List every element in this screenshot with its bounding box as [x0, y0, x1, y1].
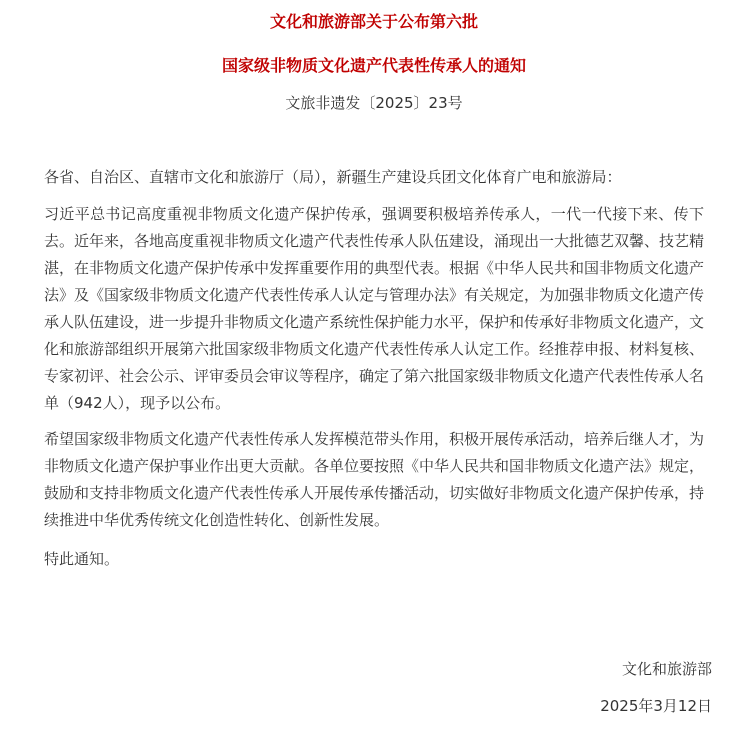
body-paragraph-2: 希望国家级非物质文化遗产代表性传承人发挥模范带头作用，积极开展传承活动，培养后继人才，为非物质文化遗产保护事业作出更大贡献。各单位要按照《中华人民共和国非物质文化遗产法》规定，鼓励和支持非物质文化遗产代表性传承人开展传承传播活动，切实做好非物质文化遗产保护传承，持续推进中华优秀传统文化创造性转化、创新性发展。: [44, 430, 705, 529]
document-number: 文旅非遗发〔2025〕23号: [285, 94, 463, 112]
issue-date: 2025年3月12日: [600, 697, 712, 715]
document-title-line-1: 文化和旅游部关于公布第六批: [269, 12, 478, 31]
document-title-line-2: 国家级非物质文化遗产代表性传承人的通知: [221, 56, 526, 75]
closing-line: 特此通知。: [44, 550, 120, 568]
salutation: 各省、自治区、直辖市文化和旅游厅（局），新疆生产建设兵团文化体育广电和旅游局：: [44, 168, 622, 186]
signature-issuer: 文化和旅游部: [621, 660, 712, 678]
body-paragraph-1: 习近平总书记高度重视非物质文化遗产保护传承，强调要积极培养传承人，一代一代接下来、传下去。近年来，各地高度重视非物质文化遗产代表性传承人队伍建设，涌现出一大批德艺双馨、技艺精湛，在非物质文化遗产保护传承中发挥重要作用的典型代表。根据《中华人民共和国非物质文化遗产法》及《国家级非物质文化遗产代表性传承人认定与管理办法》有关规定，为加强非物质文化遗产传承人队伍建设，进一步提升非物质文化遗产系统性保护能力水平，保护和传承好非物质文化遗产，文化和旅游部组织开展第六批国家级非物质文化遗产代表性传承人认定工作。经推荐申报、材料复核、专家初评、社会公示、评审委员会审议等程序，确定了第六批国家级非物质文化遗产代表性传承人名单（942人），现予以公布。: [44, 205, 705, 412]
